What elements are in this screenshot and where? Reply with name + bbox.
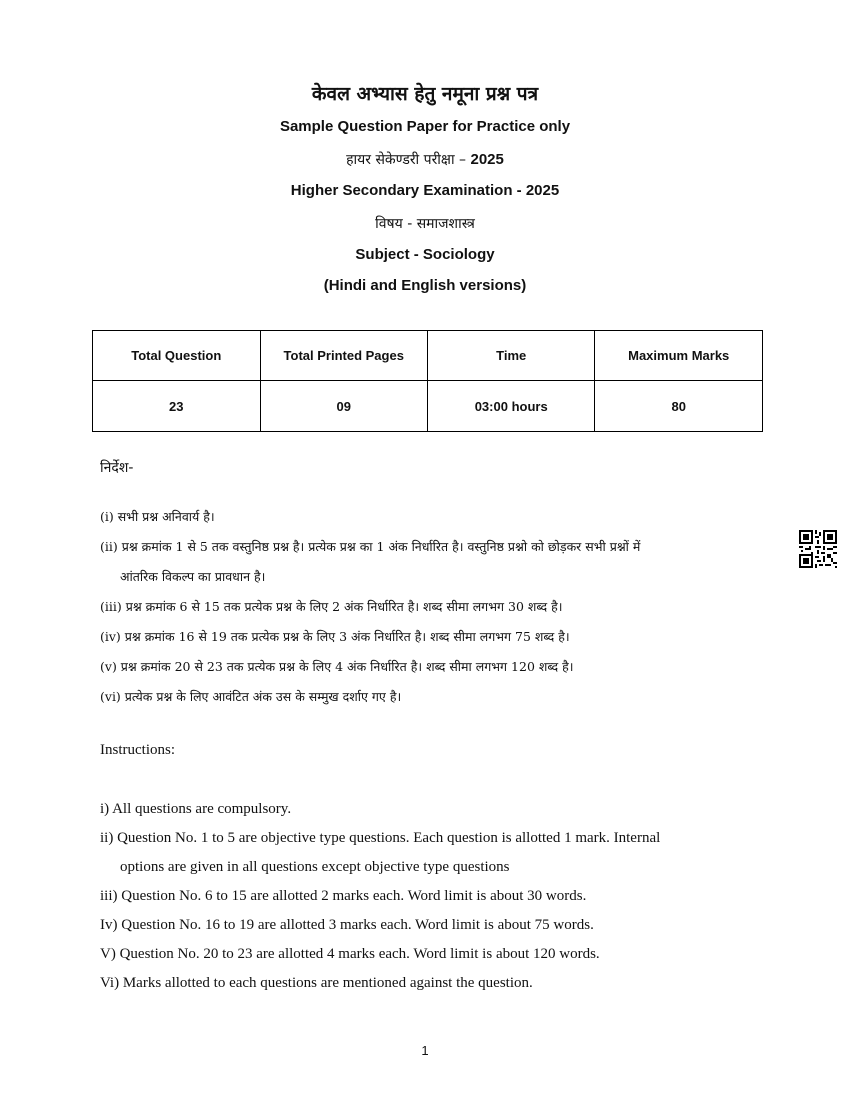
list-item: (ii) प्रश्न क्रमांक 1 से 5 तक वस्तुनिष्ठ प्रश्न है। प्रत्येक प्रश्न का 1 अंक निर्धारित है। वस्तुनिष्ठ प्रश्नो को छोड़कर सभी प्रश्नों में [100, 539, 641, 554]
list-item: आंतरिक विकल्प का प्रावधान है। [120, 569, 266, 584]
subject-english: Subject - Sociology [355, 246, 495, 263]
list-item: options are given in all questions except objective type questions [120, 859, 510, 875]
value-time: 03:00 hours [427, 381, 594, 432]
exam-hindi-line [0, 150, 850, 169]
list-item: (i) सभी प्रश्न अनिवार्य है। [100, 509, 215, 524]
instructions-hindi-label: निर्देश- [100, 460, 134, 476]
instructions-hindi-list [100, 506, 760, 716]
value-total-pages: 09 [260, 381, 427, 432]
header-time: Time [427, 331, 594, 381]
list-item: Iv) Question No. 16 to 19 are allotted 3 marks each. Word limit is about 75 words. [100, 917, 594, 933]
header-max-marks: Maximum Marks [595, 331, 763, 381]
table-value-row [93, 381, 763, 432]
list-item: ii) Question No. 1 to 5 are objective type questions. Each question is allotted 1 mark. Internal [100, 830, 661, 846]
list-item: V) Question No. 20 to 23 are allotted 4 marks each. Word limit is about 120 words. [100, 946, 600, 962]
list-item: (iii) प्रश्न क्रमांक 6 से 15 तक प्रत्येक प्रश्न के लिए 2 अंक निर्धारित है। शब्द सीमा लगभग 30 शब्द है। [100, 599, 563, 614]
list-item: i) All questions are compulsory. [100, 801, 292, 817]
qr-code-icon[interactable] [799, 530, 837, 568]
exam-year: 2025 [470, 151, 504, 168]
list-item: iii) Question No. 6 to 15 are allotted 2 marks each. Word limit is about 30 words. [100, 888, 587, 904]
list-item: Vi) Marks allotted to each questions are mentioned against the question. [100, 975, 533, 991]
value-max-marks: 80 [595, 381, 763, 432]
list-item: (vi) प्रत्येक प्रश्न के लिए आवंटित अंक उस के सम्मुख दर्शाए गए है। [100, 689, 402, 704]
title-hindi: केवल अभ्यास हेतु नमूना प्रश्न पत्र [311, 83, 539, 105]
exam-info-table [92, 330, 763, 432]
list-item: (v) प्रश्न क्रमांक 20 से 23 तक प्रत्येक प्रश्न के लिए 4 अंक निर्धारित है। शब्द सीमा लगभग 120 शब्द है। [100, 659, 574, 674]
subject-hindi: विषय - समाजशास्त्र [375, 216, 475, 232]
list-item: (iv) प्रश्न क्रमांक 16 से 19 तक प्रत्येक प्रश्न के लिए 3 अंक निर्धारित है। शब्द सीमा लगभग 75 शब्द है। [100, 629, 570, 644]
versions-note: (Hindi and English versions) [323, 277, 527, 294]
instructions-english-list [100, 797, 760, 1000]
exam-english: Higher Secondary Examination - 2025 [290, 182, 560, 199]
title-english: Sample Question Paper for Practice only [279, 118, 571, 135]
exam-hindi: हायर सेकेण्डरी परीक्षा – [346, 152, 467, 168]
value-total-question: 23 [93, 381, 261, 432]
table-header-row [93, 331, 763, 381]
header-total-question: Total Question [93, 331, 261, 381]
page-number: 1 [421, 1043, 429, 1058]
header-total-pages: Total Printed Pages [260, 331, 427, 381]
instructions-english-label: Instructions: [100, 742, 175, 758]
